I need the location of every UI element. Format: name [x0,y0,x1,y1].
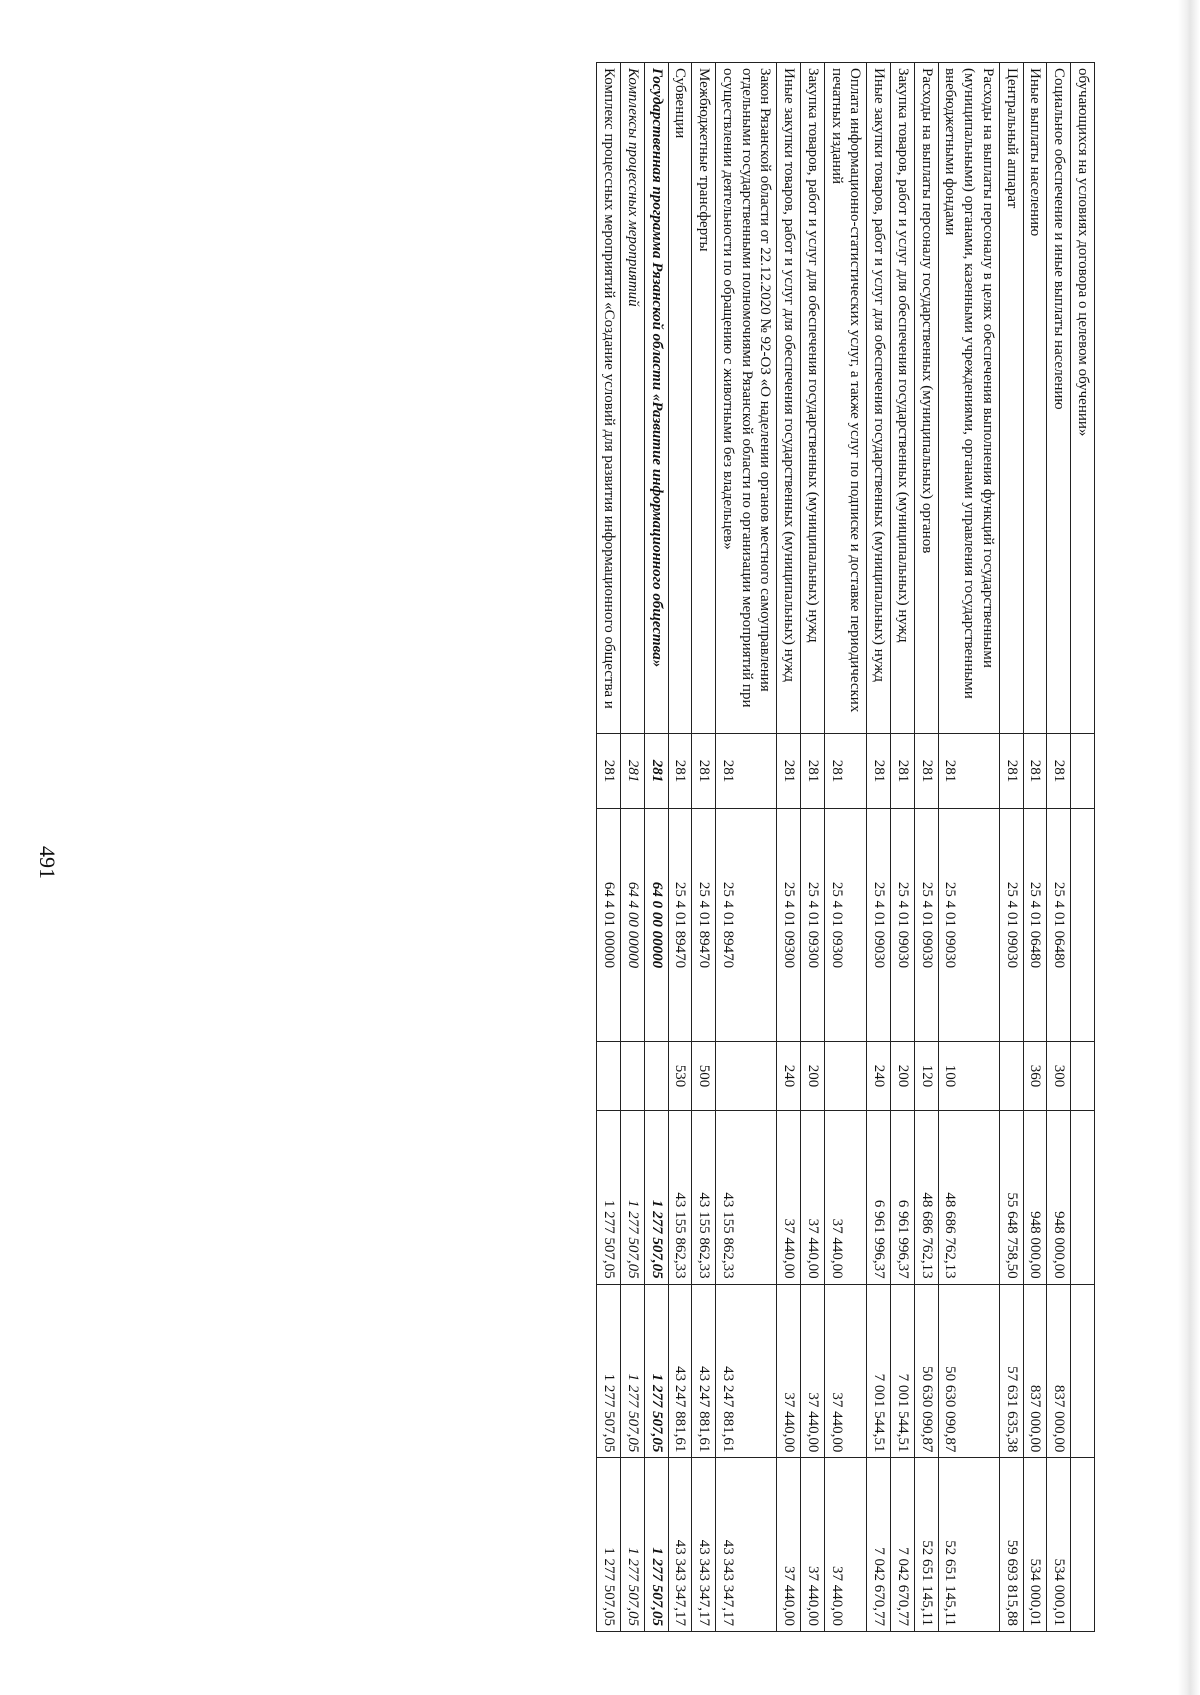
table-row [645,63,669,1632]
program-code-cell: 25 4 01 89470 [692,809,716,1042]
admin-code-cell: 281 [597,734,621,809]
row-name-cell: Комплексы процессных мероприятий [621,63,645,734]
row-name-cell: Иные выплаты населению [1023,63,1047,734]
amount-year-2-cell: 37 440,00 [825,1284,868,1458]
amount-year-3-cell: 43 343 347,17 [668,1458,692,1632]
row-name-cell: Комплекс процессных мероприятий «Создание условий для развития информационного общества и [597,63,621,734]
amount-year-1-cell: 48 686 762,13 [915,1111,939,1285]
amount-year-2-cell: 1 277 507,05 [645,1284,669,1458]
expense-type-cell [621,1042,645,1111]
table-row [621,63,645,1632]
admin-code-cell: 281 [1023,734,1047,809]
row-name-cell: Межбюджетные трансферты [692,63,716,734]
table-row [891,63,915,1632]
admin-code-cell [1071,734,1095,809]
amount-year-3-cell: 7 042 670,77 [891,1458,915,1632]
table-row [668,63,692,1632]
expense-type-cell: 240 [777,1042,801,1111]
expense-type-cell [825,1042,868,1111]
table-row [777,63,801,1632]
table-row [915,63,939,1632]
amount-year-2-cell: 837 000,00 [1023,1284,1047,1458]
amount-year-2-cell: 1 277 507,05 [597,1284,621,1458]
amount-year-1-cell: 37 440,00 [777,1111,801,1285]
amount-year-3-cell: 52 651 145,11 [938,1458,999,1632]
amount-year-2-cell [1071,1284,1095,1458]
admin-code-cell: 281 [1047,734,1071,809]
amount-year-3-cell: 43 343 347,17 [716,1458,777,1632]
program-code-cell: 25 4 01 89470 [668,809,692,1042]
row-name-cell: Закупка товаров, работ и услуг для обеспечения государственных (муниципальных) нужд [801,63,825,734]
amount-year-2-cell: 1 277 507,05 [621,1284,645,1458]
row-name-cell: Социальное обеспечение и иные выплаты населению [1047,63,1071,734]
row-name-cell: Закон Рязанской области от 22.12.2020 № 92-ОЗ «О наделении органов местного самоуправления отдельными государственными полномочиями Рязанской области по организации мероприятий при осуществлении деятельности по обращению с животными без владельцев» [716,63,777,734]
row-name-cell: Расходы на выплаты персоналу государственных (муниципальных) органов [915,63,939,734]
table-row [938,63,999,1632]
amount-year-1-cell: 37 440,00 [801,1111,825,1285]
row-name-cell: Расходы на выплаты персоналу в целях обеспечения выполнения функций государственными (муниципальными) органами, казенными учреждениями, органами управления государственными внебюджетными фондами [938,63,999,734]
amount-year-1-cell: 1 277 507,05 [621,1111,645,1285]
table-row [1000,63,1024,1632]
table-row [1071,63,1095,1632]
budget-table-body [597,63,1095,1632]
admin-code-cell: 281 [915,734,939,809]
amount-year-3-cell: 1 277 507,05 [621,1458,645,1632]
amount-year-3-cell: 52 651 145,11 [915,1458,939,1632]
amount-year-3-cell [1071,1458,1095,1632]
expense-type-cell [1000,1042,1024,1111]
admin-code-cell: 281 [668,734,692,809]
amount-year-1-cell: 948 000,00 [1047,1111,1071,1285]
amount-year-1-cell: 43 155 862,33 [668,1111,692,1285]
admin-code-cell: 281 [716,734,777,809]
expense-type-cell: 200 [891,1042,915,1111]
expense-type-cell: 240 [867,1042,891,1111]
scan-edge-artifact [1178,0,1200,1695]
amount-year-3-cell: 7 042 670,77 [867,1458,891,1632]
amount-year-3-cell: 1 277 507,05 [597,1458,621,1632]
amount-year-1-cell: 43 155 862,33 [692,1111,716,1285]
table-row [867,63,891,1632]
amount-year-2-cell: 37 440,00 [777,1284,801,1458]
program-code-cell: 25 4 01 09300 [825,809,868,1042]
table-row [825,63,868,1632]
budget-table-rotated [597,62,1096,1632]
amount-year-2-cell: 837 000,00 [1047,1284,1071,1458]
amount-year-2-cell: 50 630 090,87 [915,1284,939,1458]
table-row [597,63,621,1632]
amount-year-2-cell: 37 440,00 [801,1284,825,1458]
amount-year-1-cell: 37 440,00 [825,1111,868,1285]
admin-code-cell: 281 [1000,734,1024,809]
program-code-cell: 25 4 01 89470 [716,809,777,1042]
row-name-cell: Субвенции [668,63,692,734]
amount-year-3-cell: 37 440,00 [825,1458,868,1632]
program-code-cell: 64 4 01 00000 [597,809,621,1042]
expense-type-cell: 300 [1047,1042,1071,1111]
expense-type-cell: 530 [668,1042,692,1111]
expense-type-cell: 100 [938,1042,999,1111]
amount-year-1-cell: 48 686 762,13 [938,1111,999,1285]
program-code-cell [1071,809,1095,1042]
amount-year-2-cell: 57 631 635,38 [1000,1284,1024,1458]
amount-year-2-cell: 43 247 881,61 [716,1284,777,1458]
program-code-cell: 25 4 01 09030 [867,809,891,1042]
expense-type-cell: 500 [692,1042,716,1111]
table-row [1047,63,1071,1632]
table-row [716,63,777,1632]
admin-code-cell: 281 [825,734,868,809]
amount-year-3-cell: 43 343 347,17 [692,1458,716,1632]
row-name-cell: обучающихся на условиях договора о целевом обучении» [1071,63,1095,734]
admin-code-cell: 281 [621,734,645,809]
amount-year-1-cell: 1 277 507,05 [645,1111,669,1285]
table-row [801,63,825,1632]
amount-year-3-cell: 59 693 815,88 [1000,1458,1024,1632]
amount-year-3-cell: 37 440,00 [801,1458,825,1632]
budget-table [597,62,1096,1632]
amount-year-1-cell [1071,1111,1095,1285]
program-code-cell: 25 4 01 09030 [938,809,999,1042]
amount-year-2-cell: 43 247 881,61 [668,1284,692,1458]
admin-code-cell: 281 [938,734,999,809]
program-code-cell: 25 4 01 09030 [1000,809,1024,1042]
program-code-cell: 64 0 00 00000 [645,809,669,1042]
row-name-cell: Центральный аппарат [1000,63,1024,734]
amount-year-2-cell: 7 001 544,51 [867,1284,891,1458]
program-code-cell: 25 4 01 09300 [777,809,801,1042]
row-name-cell: Иные закупки товаров, работ и услуг для обеспечения государственных (муниципальных) нужд [867,63,891,734]
admin-code-cell: 281 [867,734,891,809]
program-code-cell: 25 4 01 09030 [891,809,915,1042]
expense-type-cell [716,1042,777,1111]
admin-code-cell: 281 [891,734,915,809]
amount-year-1-cell: 43 155 862,33 [716,1111,777,1285]
amount-year-1-cell: 6 961 996,37 [867,1111,891,1285]
admin-code-cell: 281 [645,734,669,809]
program-code-cell: 25 4 01 09300 [801,809,825,1042]
row-name-cell: Иные закупки товаров, работ и услуг для обеспечения государственных (муниципальных) нужд [777,63,801,734]
amount-year-2-cell: 50 630 090,87 [938,1284,999,1458]
amount-year-3-cell: 534 000,01 [1023,1458,1047,1632]
program-code-cell: 25 4 01 06480 [1023,809,1047,1042]
admin-code-cell: 281 [801,734,825,809]
amount-year-2-cell: 7 001 544,51 [891,1284,915,1458]
row-name-cell: Закупка товаров, работ и услуг для обеспечения государственных (муниципальных) нужд [891,63,915,734]
expense-type-cell [645,1042,669,1111]
expense-type-cell: 120 [915,1042,939,1111]
table-row [692,63,716,1632]
program-code-cell: 25 4 01 09030 [915,809,939,1042]
program-code-cell: 64 4 00 00000 [621,809,645,1042]
expense-type-cell [1071,1042,1095,1111]
page-number: 491 [35,846,60,879]
row-name-cell: Государственная программа Рязанской области «Развитие информационного общества» [645,63,669,734]
admin-code-cell: 281 [777,734,801,809]
amount-year-1-cell: 948 000,00 [1023,1111,1047,1285]
amount-year-2-cell: 43 247 881,61 [692,1284,716,1458]
expense-type-cell: 200 [801,1042,825,1111]
amount-year-3-cell: 37 440,00 [777,1458,801,1632]
amount-year-1-cell: 1 277 507,05 [597,1111,621,1285]
amount-year-1-cell: 55 648 758,50 [1000,1111,1024,1285]
amount-year-3-cell: 534 000,01 [1047,1458,1071,1632]
expense-type-cell: 360 [1023,1042,1047,1111]
amount-year-1-cell: 6 961 996,37 [891,1111,915,1285]
expense-type-cell [597,1042,621,1111]
program-code-cell: 25 4 01 06480 [1047,809,1071,1042]
amount-year-3-cell: 1 277 507,05 [645,1458,669,1632]
table-row [1023,63,1047,1632]
admin-code-cell: 281 [692,734,716,809]
row-name-cell: Оплата информационно-статистических услуг, а также услуг по подписке и доставке периодических печатных изданий [825,63,868,734]
